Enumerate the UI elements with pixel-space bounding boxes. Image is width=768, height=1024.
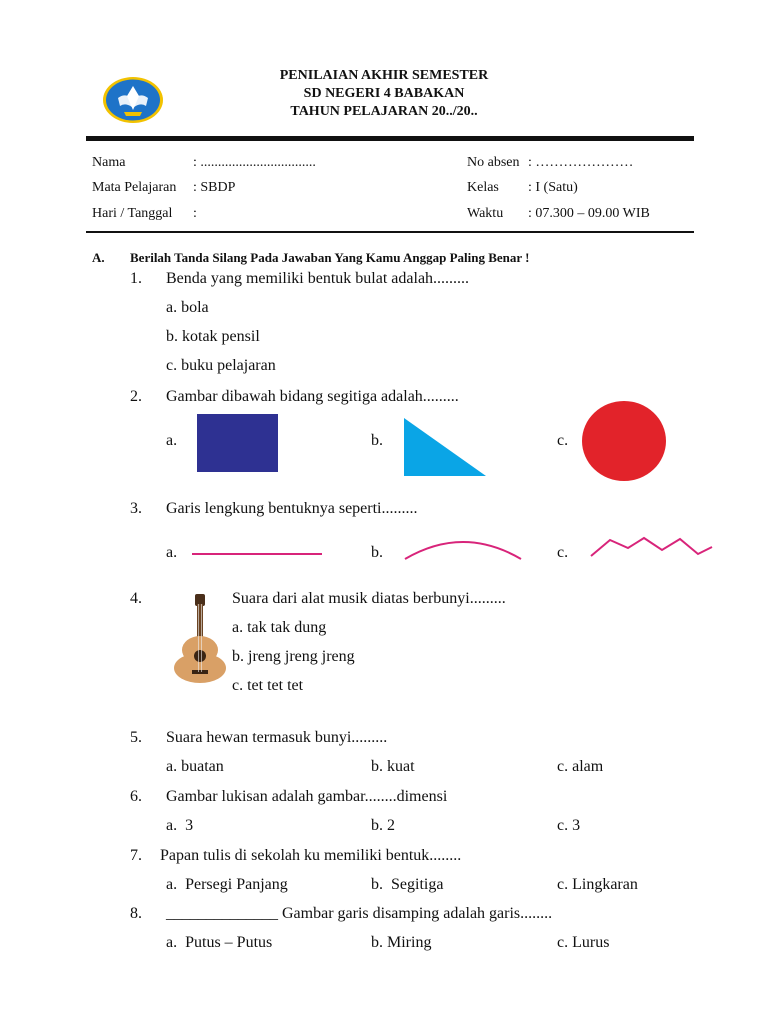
kelas-value: : I (Satu) [528, 180, 578, 195]
q8-option-c[interactable]: c. Lurus [557, 934, 610, 951]
q6-number: 6. [130, 788, 142, 805]
q3-text: Garis lengkung bentuknya seperti......... [166, 500, 418, 517]
q1-text: Benda yang memiliki bentuk bulat adalah......... [166, 270, 470, 287]
q3-number: 3. [130, 500, 142, 517]
q8-number: 8. [130, 905, 142, 922]
q2-text: Gambar dibawah bidang segitiga adalah......... [166, 388, 459, 405]
square-shape [197, 414, 278, 472]
mapel-label: Mata Pelajaran [92, 180, 177, 195]
q7-option-c[interactable]: c. Lingkaran [557, 876, 638, 893]
q5-option-c[interactable]: c. alam [557, 758, 604, 775]
q4-text: Suara dari alat musik diatas berbunyi......... [232, 590, 506, 607]
hari-value: : [193, 206, 197, 221]
straight-line [192, 553, 322, 555]
header-line1: PENILAIAN AKHIR SEMESTER [279, 68, 489, 83]
info-rule [86, 231, 694, 233]
q8-text: ______________ Gambar garis disamping adalah garis........ [166, 905, 553, 922]
guitar-icon [170, 594, 230, 689]
absen-value: : ………………… [528, 155, 634, 170]
waktu-label: Waktu [467, 206, 504, 221]
q4-option-b[interactable]: b. jreng jreng jreng [232, 648, 355, 665]
q3-option-b[interactable]: b. [371, 544, 383, 561]
section-letter: A. [92, 250, 105, 265]
header-rule [86, 136, 694, 141]
q6-text: Gambar lukisan adalah gambar........dimensi [166, 788, 448, 805]
absen-label: No absen [467, 155, 520, 170]
curved-line [403, 535, 523, 566]
section-instruction: Berilah Tanda Silang Pada Jawaban Yang Kamu Anggap Paling Benar ! [130, 250, 530, 265]
circle-shape [582, 401, 666, 481]
q8-option-b[interactable]: b. Miring [371, 934, 432, 951]
nama-label: Nama [92, 155, 126, 170]
q3-option-c[interactable]: c. [557, 544, 569, 561]
q2-number: 2. [130, 388, 142, 405]
q7-option-a[interactable]: a. Persegi Panjang [166, 876, 288, 893]
triangle-shape [403, 417, 487, 482]
q5-option-a[interactable]: a. buatan [166, 758, 224, 775]
q5-option-b[interactable]: b. kuat [371, 758, 415, 775]
q6-option-a[interactable]: a. 3 [166, 817, 194, 834]
zigzag-line [590, 536, 714, 563]
q5-text: Suara hewan termasuk bunyi......... [166, 729, 388, 746]
q3-option-a[interactable]: a. [166, 544, 178, 561]
q1-option-a[interactable]: a. bola [166, 299, 209, 316]
q5-number: 5. [130, 729, 142, 746]
q4-option-a[interactable]: a. tak tak dung [232, 619, 327, 636]
q7-text: Papan tulis di sekolah ku memiliki bentuk........ [160, 847, 462, 864]
q7-option-b[interactable]: b. Segitiga [371, 876, 444, 893]
q6-option-c[interactable]: c. 3 [557, 817, 581, 834]
q2-option-b[interactable]: b. [371, 432, 383, 449]
q4-number: 4. [130, 590, 142, 607]
nama-value: : ................................. [193, 155, 316, 170]
header-line3: TAHUN PELAJARAN 20../20.. [290, 104, 478, 119]
q1-option-c[interactable]: c. buku pelajaran [166, 357, 276, 374]
mapel-value: : SBDP [193, 180, 236, 195]
q8-option-a[interactable]: a. Putus – Putus [166, 934, 273, 951]
header-line2: SD NEGERI 4 BABAKAN [303, 86, 465, 101]
waktu-value: : 07.300 – 09.00 WIB [528, 206, 650, 221]
q7-number: 7. [130, 847, 142, 864]
kelas-label: Kelas [467, 180, 499, 195]
q4-option-c[interactable]: c. tet tet tet [232, 677, 304, 694]
q1-option-b[interactable]: b. kotak pensil [166, 328, 260, 345]
q2-option-a[interactable]: a. [166, 432, 178, 449]
q2-option-c[interactable]: c. [557, 432, 569, 449]
hari-label: Hari / Tanggal [92, 206, 173, 221]
q6-option-b[interactable]: b. 2 [371, 817, 395, 834]
q1-number: 1. [130, 270, 142, 287]
